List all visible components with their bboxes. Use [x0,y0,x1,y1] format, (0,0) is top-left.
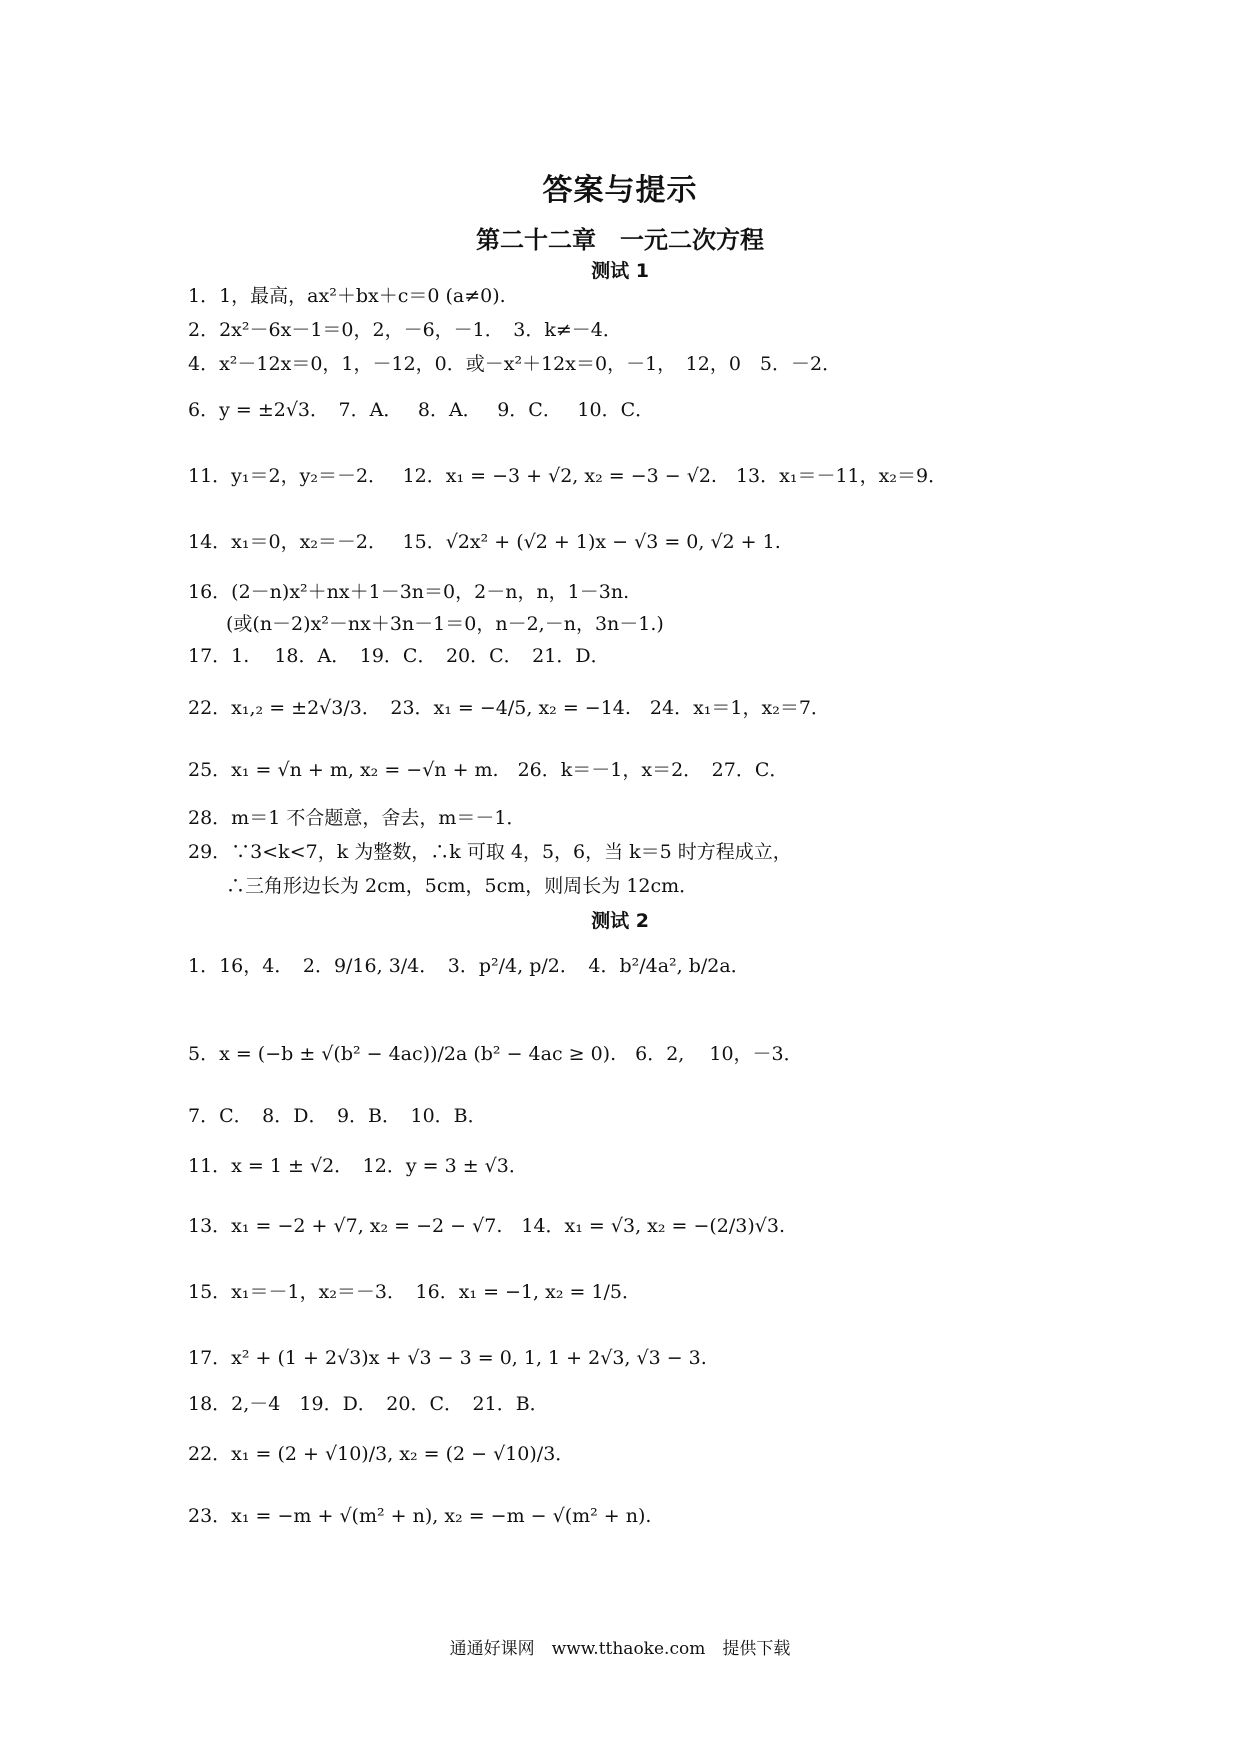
answer-line: 1．1，最高，ax²＋bx＋c＝0 (a≠0). [188,285,506,307]
test1-heading: 测试 1 [591,260,649,282]
answer-line: 11．x = 1 ± √2． 12．y = 3 ± √3． [188,1155,528,1177]
answer-line: 22．x₁ = (2 + √10)/3, x₂ = (2 − √10)/3． [188,1443,575,1465]
answer-line: 4．x²－12x＝0，1，－12，0．或－x²＋12x＝0，－1， 12，0 5．－2． [188,353,842,375]
answer-line: 11．y₁＝2，y₂＝－2． 12．x₁ = −3 + √2, x₂ = −3 − √2. 13．x₁＝－11，x₂＝9． [188,465,948,487]
answer-line: 17．x² + (1 + 2√3)x + √3 − 3 = 0, 1, 1 + 2√3, √3 − 3. [188,1347,707,1369]
answer-line: ∴三角形边长为 2cm，5cm，5cm，则周长为 12cm． [226,875,699,897]
answer-line: 13．x₁ = −2 + √7, x₂ = −2 − √7. 14．x₁ = √3, x₂ = −(2/3)√3. [188,1215,786,1237]
answer-line: 2．2x²－6x－1＝0，2，－6，－1． 3．k≠－4． [188,319,622,341]
footer-credit: 通通好课网 www.tthaoke.com 提供下载 [449,1639,791,1659]
answer-line: 16．(2－n)x²＋nx＋1－3n＝0，2－n，n，1－3n. [188,581,630,603]
answer-line: 14．x₁＝0，x₂＝－2． 15．√2x² + (√2 + 1)x − √3 = 0, √2 + 1. [188,531,781,553]
answer-line: (或(n－2)x²－nx＋3n－1＝0，n－2,－n，3n－1.) [226,613,664,635]
answer-line: 5．x = (−b ± √(b² − 4ac))/2a (b² − 4ac ≥ 0). 6．2, 10，－3． [188,1043,803,1065]
answer-line: 18．2,－4 19．D． 20．C． 21．B． [188,1393,549,1415]
answer-line: 7．C． 8．D． 9．B． 10．B． [188,1105,487,1127]
answer-line: 17．1. 18．A． 19．C． 20．C． 21．D． [188,645,610,667]
answer-line: 22．x₁,₂ = ±2√3/3． 23．x₁ = −4/5, x₂ = −14. 24．x₁＝1，x₂＝7． [188,697,830,719]
chapter-heading: 第二十二章 一元二次方程 [476,226,764,254]
document-title: 答案与提示 [542,173,698,208]
answer-line: 25．x₁ = √n + m, x₂ = −√n + m. 26．k＝－1，x＝2． 27．C． [188,759,789,781]
answer-line: 29．∵3<k<7，k 为整数，∴k 可取 4，5，6，当 k＝5 时方程成立， [188,841,792,863]
test2-heading: 测试 2 [591,910,649,932]
answer-line: 6．y = ±2√3． 7．A． 8．A． 9．C． 10．C． [188,399,655,421]
answer-line: 23．x₁ = −m + √(m² + n), x₂ = −m − √(m² + n). [188,1505,652,1527]
answer-line: 1．16，4． 2．9/16, 3/4． 3．p²/4, p/2． 4．b²/4a², b/2a． [188,955,750,977]
answer-line: 15．x₁＝－1，x₂＝－3． 16．x₁ = −1, x₂ = 1/5． [188,1281,642,1303]
answer-line: 28．m＝1 不合题意，舍去，m＝－1． [188,807,526,829]
